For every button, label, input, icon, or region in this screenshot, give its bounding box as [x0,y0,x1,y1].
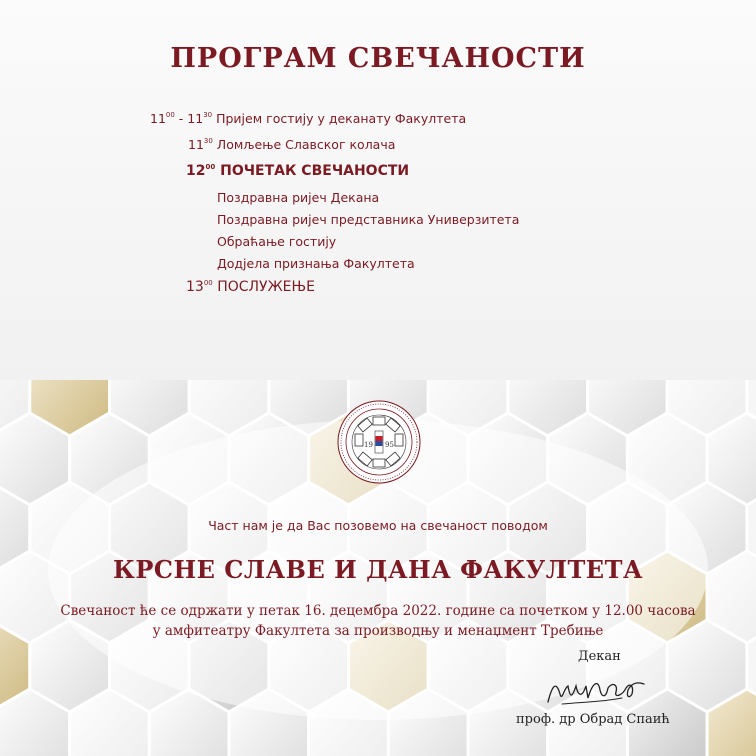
logo-year-left: 19 [364,441,373,449]
program-item-dean-speech: Поздравна ријеч Декана [217,190,380,205]
event-title: КРСНЕ СЛАВЕ И ДАНА ФАКУЛТЕТА [112,555,643,584]
logo-year-right: 95 [385,441,394,449]
event-details-time: Свечаност ће се одржати у петак 16. децембра 2022. године са почетком у 12.00 часова [60,603,696,619]
event-details-location: у амфитеатру Факултета за производњу и менаџмент Требиње [152,623,604,639]
invitation-line: Част нам је да Вас позовемо на свечаност поводом [208,518,548,533]
program-item-cake: $11^{30}$ Ломљење Славског колача [188,137,396,152]
program-item-start: $12^{00}$ ПОЧЕТАК СВЕЧАНОСТИ [186,163,410,179]
program-item-awards: Додјела признања Факултета [217,256,415,271]
program-item-university-speech: Поздравна ријеч представника Универзитета [217,212,520,227]
program-item-refreshments: $13^{00}$ ПОСЛУЖЕЊЕ [186,279,315,295]
program-item-reception: $11^{00} - 11^{30}$ Пријем гостију у деканату Факултета [150,111,467,126]
program-title: ПРОГРАМ СВЕЧАНОСТИ [170,43,586,74]
faculty-logo [337,400,421,484]
dean-signature [542,668,652,710]
program-item-guest-address: Обраћање гостију [217,234,337,249]
dean-name: проф. др Обрад Спаић [516,712,670,727]
dean-title: Декан [578,649,621,664]
